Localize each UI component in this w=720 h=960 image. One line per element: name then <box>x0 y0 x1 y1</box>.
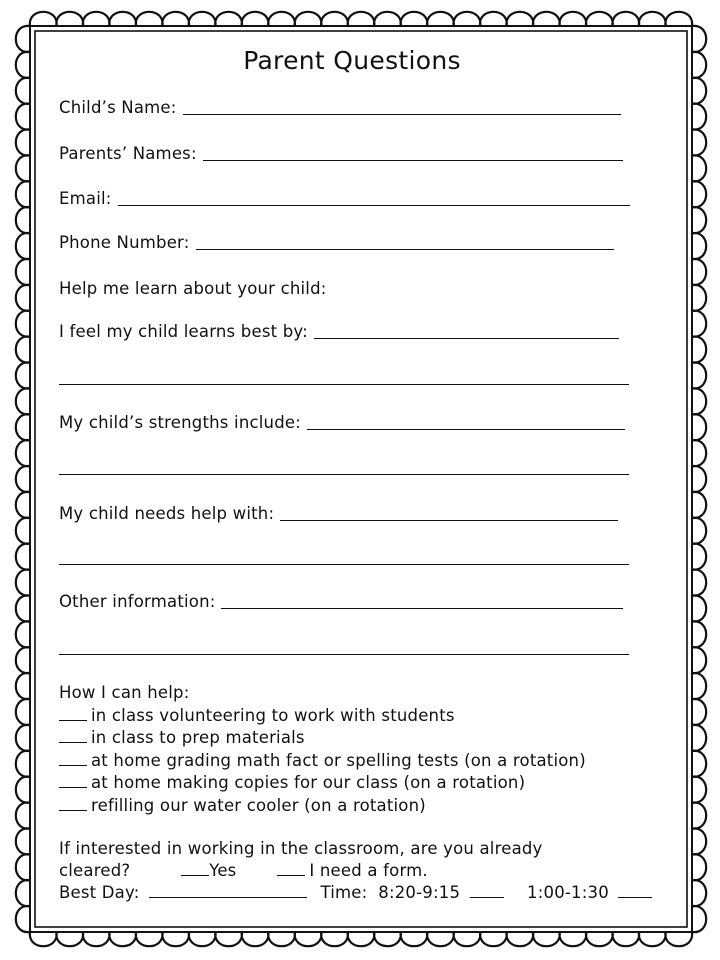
help-option[interactable] <box>59 750 586 773</box>
best-day-label: Best Day: <box>59 883 140 902</box>
parents-names-line[interactable] <box>203 144 623 161</box>
email-field[interactable] <box>59 189 630 208</box>
schedule-row <box>59 882 656 904</box>
form-page <box>36 34 688 926</box>
needs-help-line[interactable] <box>280 504 618 521</box>
child-name-label: Child’s Name: <box>59 98 177 117</box>
help-option-blank[interactable] <box>59 773 87 788</box>
help-heading: How I can help: <box>59 683 190 702</box>
classroom-question-row <box>59 860 656 882</box>
classroom-question-line2: cleared? <box>59 861 131 880</box>
need-form-blank[interactable] <box>277 861 305 876</box>
help-option-label: at home grading math fact or spelling tests (on a rotation) <box>91 750 586 770</box>
need-form-label: I need a form. <box>309 861 428 880</box>
help-option[interactable] <box>59 772 586 795</box>
other-info-field[interactable] <box>59 592 623 611</box>
phone-field[interactable] <box>59 233 614 252</box>
time-slot-2-label: 1:00-1:30 <box>527 883 609 902</box>
learns-best-label: I feel my child learns best by: <box>59 322 308 341</box>
best-day-blank[interactable] <box>149 883 307 898</box>
other-info-label: Other information: <box>59 592 216 611</box>
parents-names-label: Parents’ Names: <box>59 144 197 163</box>
child-name-line[interactable] <box>183 98 621 115</box>
intro-text: Help me learn about your child: <box>59 279 327 298</box>
learns-best-field[interactable] <box>59 322 619 341</box>
time-slot-2-blank[interactable] <box>618 883 652 898</box>
other-info-line[interactable] <box>221 592 623 609</box>
other-info-extra-line[interactable] <box>59 654 629 655</box>
classroom-question-line1: If interested in working in the classroom, are you already <box>59 839 543 858</box>
time-slot-1-blank[interactable] <box>470 883 504 898</box>
yes-label: Yes <box>209 861 237 880</box>
time-slot-1-label: 8:20-9:15 <box>378 883 461 902</box>
help-option-blank[interactable] <box>59 706 87 721</box>
help-option[interactable] <box>59 727 586 750</box>
yes-blank[interactable] <box>181 861 209 876</box>
help-option-label: at home making copies for our class (on a rotation) <box>91 773 526 792</box>
email-line[interactable] <box>118 189 630 206</box>
email-label: Email: <box>59 189 112 208</box>
phone-line[interactable] <box>196 233 614 250</box>
help-option-blank[interactable] <box>59 796 87 811</box>
parents-names-field[interactable] <box>59 144 623 163</box>
phone-label: Phone Number: <box>59 233 190 252</box>
learns-best-line[interactable] <box>314 322 619 339</box>
help-option-label: in class to prep materials <box>91 728 305 747</box>
help-option-label: refilling our water cooler (on a rotation) <box>91 795 426 815</box>
help-option-blank[interactable] <box>59 751 87 766</box>
help-option[interactable] <box>59 705 586 728</box>
form-title: Parent Questions <box>243 46 461 75</box>
help-section <box>59 682 586 817</box>
needs-help-field[interactable] <box>59 504 618 523</box>
needs-help-extra-line[interactable] <box>59 564 629 565</box>
time-label: Time: <box>320 883 368 902</box>
learns-best-extra-line[interactable] <box>59 384 629 385</box>
strengths-label: My child’s strengths include: <box>59 413 301 432</box>
strengths-field[interactable] <box>59 413 625 432</box>
classroom-section <box>59 838 656 904</box>
help-option-label: in class volunteering to work with students <box>91 705 455 725</box>
strengths-line[interactable] <box>307 413 625 430</box>
help-option-blank[interactable] <box>59 728 87 743</box>
help-option[interactable] <box>59 795 586 818</box>
strengths-extra-line[interactable] <box>59 474 629 475</box>
needs-help-label: My child needs help with: <box>59 504 275 523</box>
child-name-field[interactable] <box>59 98 621 117</box>
